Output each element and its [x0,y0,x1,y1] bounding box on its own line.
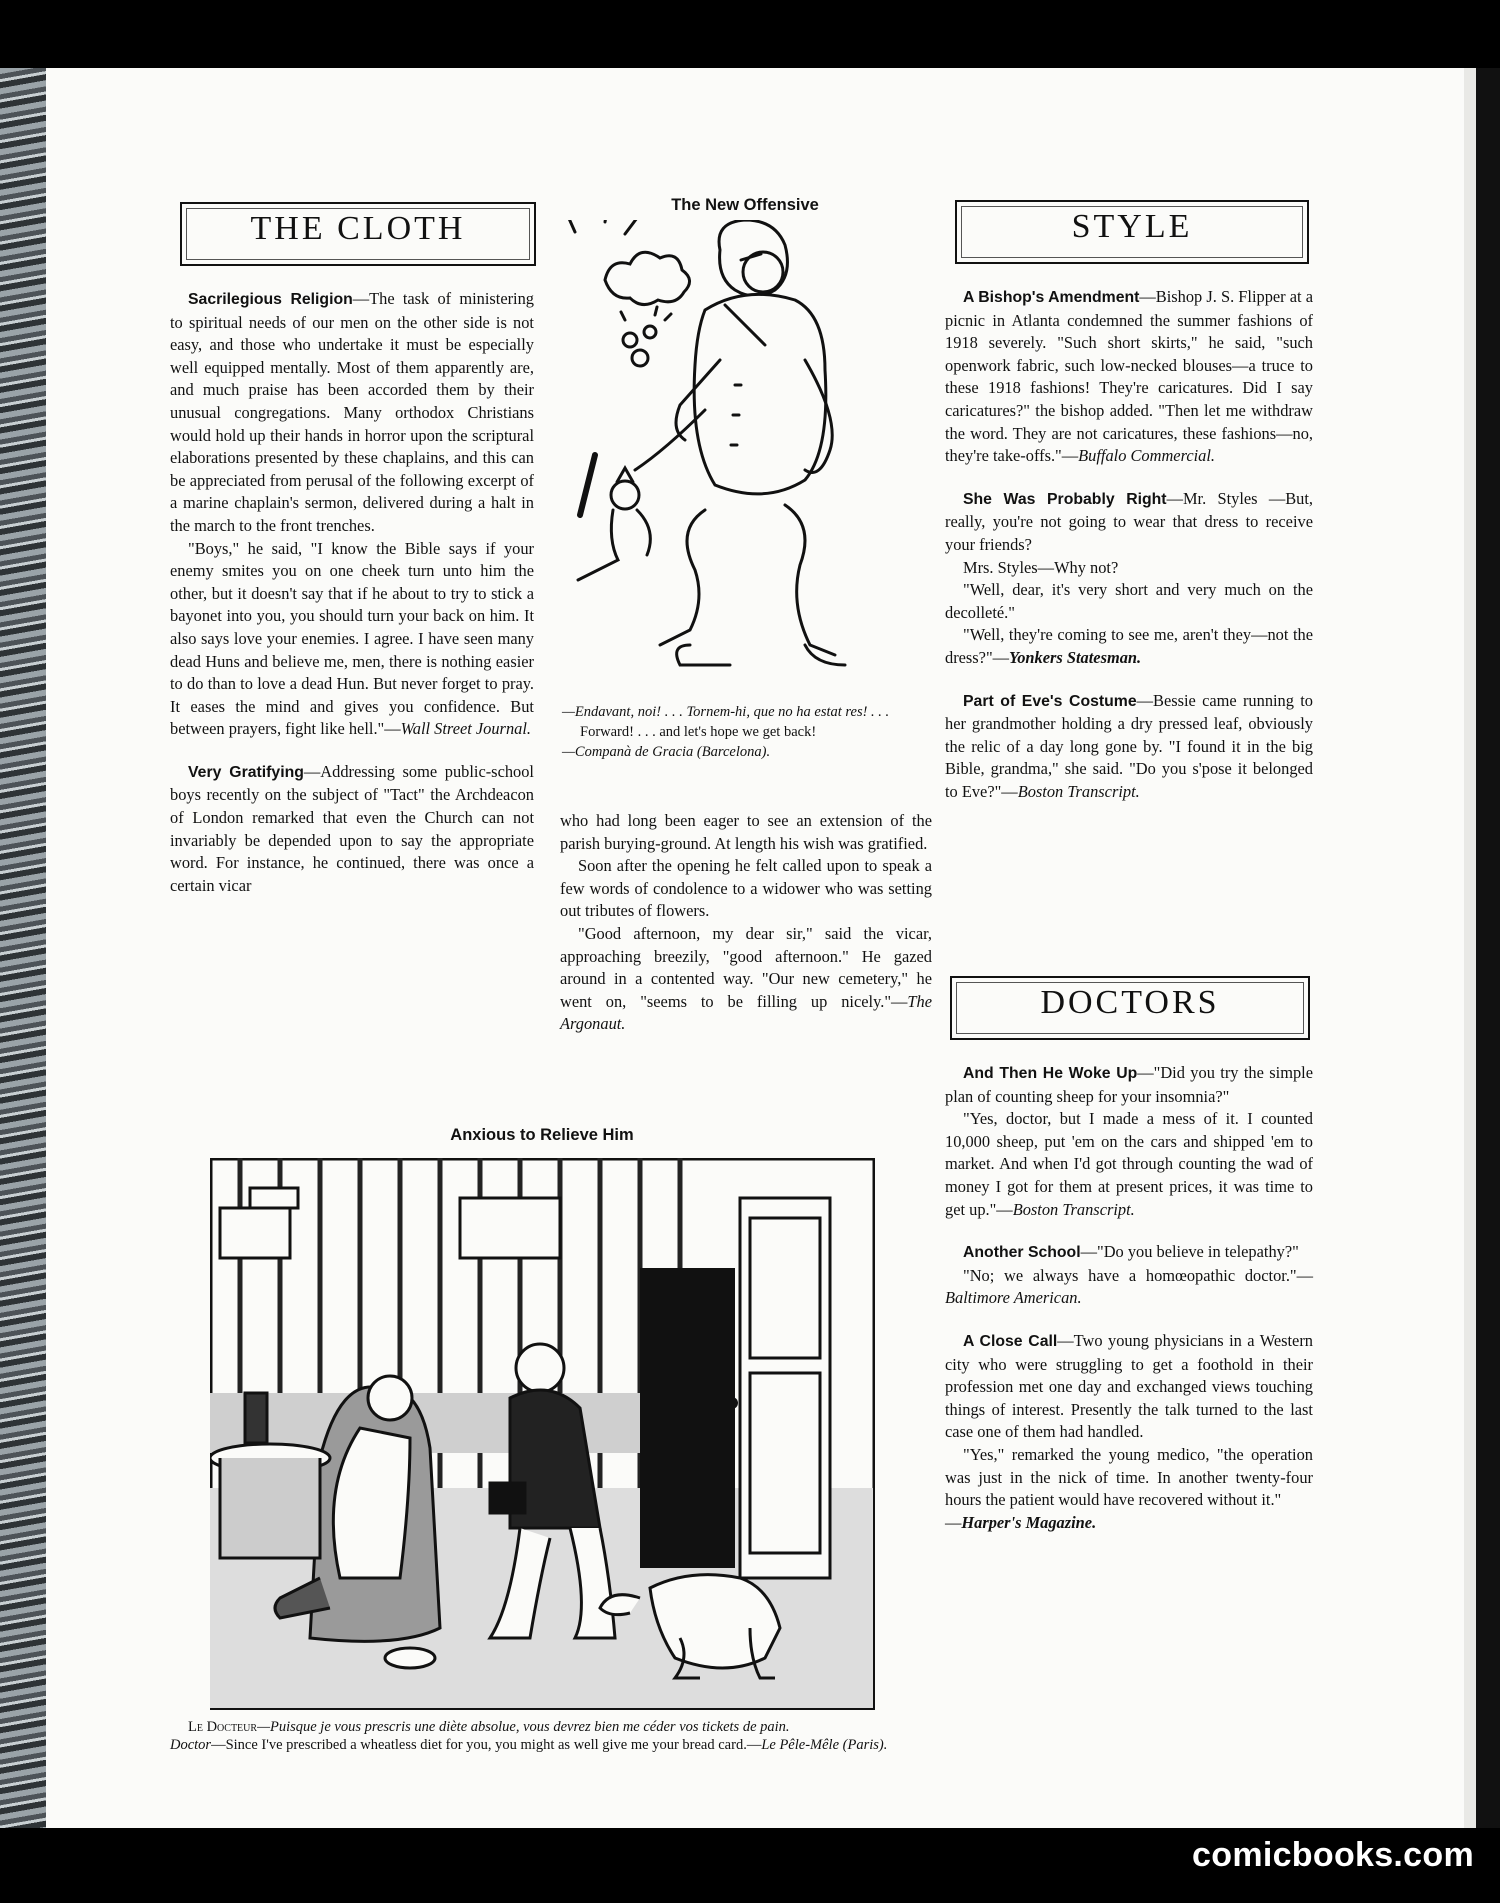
article-sacrilegious-religion [170,288,534,538]
article-source: Wall Street Journal. [400,719,531,739]
scan-border-right [1476,68,1500,1828]
article-text: —Mr. Styles —But, really, you're not going to wear that dress to receive your friends? [945,488,1313,554]
article-paragraph: "Yes," remarked the young medico, "the operation was just in the nick of time. In another twenty-four hours the patient would have recovered without it." [945,1444,1313,1510]
article-head: Another School [963,1244,1081,1262]
spacer [945,670,1313,690]
article-text: —"Did you try the simple plan of counting sheep for your insomnia?" [945,1063,1313,1106]
spacer [170,741,534,761]
article-head: A Bishop's Amendment [963,289,1140,306]
article-paragraph [945,1265,1313,1310]
caption-speaker: Le Docteur [188,1719,258,1735]
article-paragraph: Soon after the opening he felt called upon to speak a few words of condolence to a widower who was setting out tributes of flowers. [560,856,932,921]
article-paragraph [170,538,534,741]
cartoon-new-offensive [555,220,930,690]
cartoon-caption [562,702,934,762]
section-heading-doctors [950,976,1310,1040]
article-head: She Was Probably Right [963,490,1167,508]
caption-french-text: —Puisque je vous prescris une diète absolue, vous devrez bien me céder vos tickets de pain. [257,1719,790,1735]
spacer [945,468,1313,488]
article-paragraph: "Well, dear, it's very short and very much on the decolleté." [945,580,1313,622]
right-column-style [945,286,1313,803]
article-head: Very Gratifying [188,763,304,781]
caption-english-text: —Since I've prescribed a wheatless diet for you, you might as well give me your bread card.— [211,1737,762,1753]
article-paragraph [945,1108,1313,1221]
article-text: "Yes, doctor, but I made a mess of it. I counted 10,000 sheep, put 'em on the cars and shipped 'em to market. And when I'd got through counting the wad of money I got for them at present prices, it was time to get up."— [945,1109,1313,1219]
article-text: —Two young physicians in a Western city who were struggling to get a foothold in their profession met one day and exchanged views touching things of interest. Presently the talk turned to the last case one of them had handled. [945,1330,1313,1442]
article-paragraph [945,1512,1313,1535]
right-column-doctors [945,1062,1313,1534]
cartoon-title: The New Offensive [671,196,819,214]
article-text: —Bishop J. S. Flipper at a picnic in Atlanta condemned the summer fashions of 1918 severely. "Such short skirts," he said, "such openwork fabric, such low-necked blouses—a truce to these 1918 fashions! They're caricatures. Did I say caricatures?" the bishop added. "Then let me withdraw the word. They are not caricatures, these fashions—no, they're take-offs."— [945,287,1313,466]
article-paragraph: who had long been eager to see an extension of the parish burying-ground. At length his wish was gratified. [560,811,932,853]
article-text: "Boys," he said, "I know the Bible says if your enemy smites you on one cheek turn unto him the other, but it doesn't say that if he about to try to stick a bayonet into you, you should turn your back on him. It also says love your enemies. I agree. I have seen many dead Huns and believe me, men, there is nothing easier to do than to love a dead Hun. But never forget to pray. It eases the mind and gives you confidence. But between prayers, fight like hell."— [170,538,534,739]
caption-source: Le Pêle-Mêle (Paris). [761,1737,888,1753]
article-source: Boston Transcript. [1017,781,1140,801]
article-text: —The task of ministering to spiritual needs of our men on the other side is not easy, and those who undertake it must be especially well equipped mentally. Most of them apparently are, and much praise has been accorded them by their unusual congregations. Many orthodox Christians would hold up their hands in horror upon the scriptural elaborations presented by these chaplains, and this can be appreciated from perusal of the following excerpt of a marine chaplain's sermon, delivered during a halt in the march to the front trenches. [170,289,535,535]
article-paragraph: Mrs. Styles—Why not? [963,557,1119,577]
section-heading-the-cloth [180,202,536,266]
middle-column-continuation [560,810,932,1036]
heading-text: THE CLOTH [250,210,466,247]
article-paragraph [945,624,1313,669]
heading-text: STYLE [1071,208,1193,245]
article-head: And Then He Woke Up [963,1065,1138,1082]
article-source: The Argonaut. [560,991,932,1034]
article-and-then-he-woke-up [945,1062,1313,1108]
left-column [170,288,534,897]
article-text: "Good afternoon, my dear sir," said the vicar, approaching breezily, "good afternoon." He gazed around in a contented way. "Our new cemetery," he went on, "seems to be filling up nicely."— [560,923,932,1011]
article-text: — [945,1512,962,1532]
article-source: Boston Transcript. [1012,1199,1135,1219]
cartoon-anxious-to-relieve-him [210,1158,875,1710]
caption-translation: Forward! . . . and let's hope we get back! [580,724,817,740]
article-text: "No; we always have a homœopathic doctor."— [963,1265,1313,1285]
article-part-of-eves-costume [945,690,1313,804]
site-watermark: comicbooks.com [1192,1836,1474,1874]
article-text: —Bessie came running to her grandmother holding a dry pressed leaf, obviously the relic of a day long gone by. "I found it in the big Bible, grandma," she said. "Do you s'pose it belonged to Eve?"— [945,690,1313,801]
article-source: Baltimore American. [945,1288,1082,1308]
article-she-was-probably-right [945,488,1313,557]
article-head: Part of Eve's Costume [963,692,1137,710]
article-a-close-call [945,1330,1313,1444]
book-edge-left [0,68,46,1828]
article-bishops-amendment [945,286,1313,468]
article-text: —"Do you believe in telepathy?" [1080,1242,1299,1262]
bottom-cartoon-title: Anxious to Relieve Him [450,1126,634,1144]
page-edge-right [1464,68,1476,1828]
caption-english [170,1736,918,1754]
article-source: Harper's Magazine. [961,1512,1097,1532]
article-head: Sacrilegious Religion [188,291,353,308]
heading-text: DOCTORS [1040,984,1220,1021]
article-source: Yonkers Statesman. [1009,647,1142,667]
section-heading-style [955,200,1309,264]
caption-source: —Companà de Gracia (Barcelona). [562,744,771,760]
article-very-gratifying [170,761,534,898]
bottom-cartoon-caption [170,1718,918,1754]
article-source: Buffalo Commercial. [1078,446,1216,466]
article-head: A Close Call [963,1332,1058,1350]
caption-french [170,1718,918,1736]
caption-speaker-en: Doctor [170,1737,212,1753]
article-another-school [945,1241,1313,1265]
spacer [945,1221,1313,1241]
article-text: —Addressing some public-school boys recently on the subject of "Tact" the Archdeacon of London remarked that even the Church can not invariably be depended upon to say the appropriate word. For instance, he continued, there was once a certain vicar [170,761,534,895]
spacer [945,1310,1313,1330]
article-paragraph [560,923,932,1036]
caption-original: —Endavant, noi! . . . Tornem-hi, que no ha estat res! . . . [562,704,890,720]
article-text: "Well, they're coming to see me, aren't they—not the dress?"— [945,625,1313,667]
